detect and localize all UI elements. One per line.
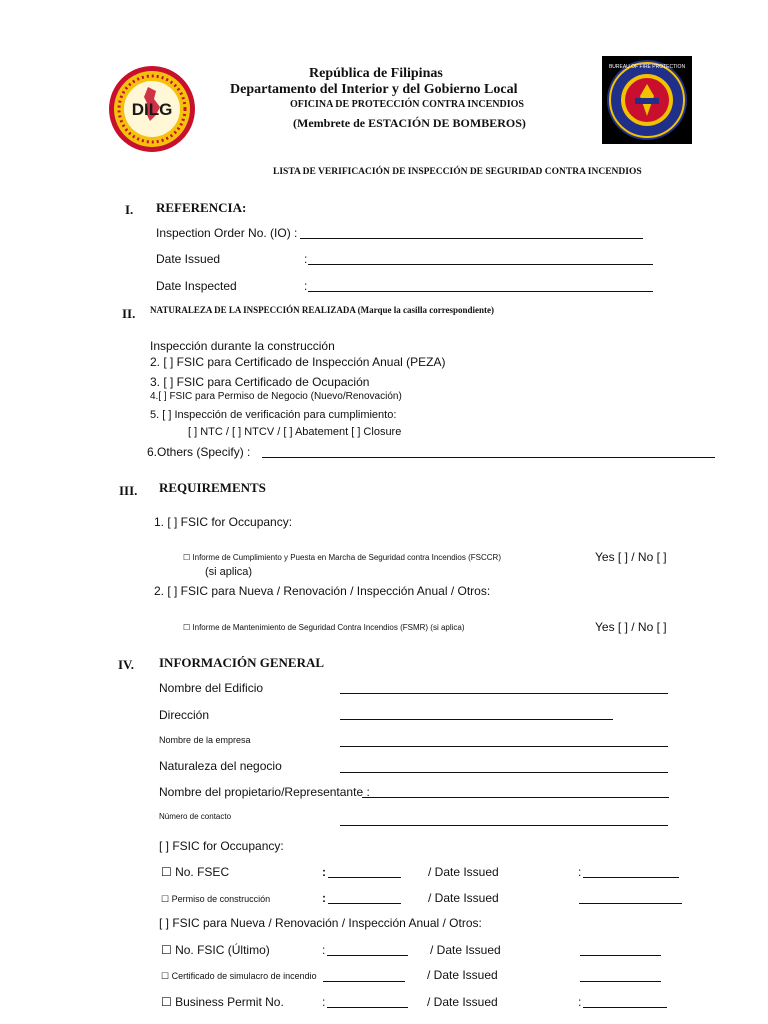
business-nature-label: Naturaleza del negocio	[159, 759, 282, 773]
inspection-type-item[interactable]: 4.[ ] FSIC para Permiso de Negocio (Nuevo/Renovación)	[150, 391, 402, 402]
fsic-new-option[interactable]: [ ] FSIC para Nueva / Renovación / Inspección Anual / Otros:	[159, 916, 482, 930]
date-issued-field[interactable]	[308, 264, 653, 265]
fsic-last-label[interactable]: ☐ No. FSIC (Último)	[161, 943, 270, 957]
fsccr-yes-no[interactable]: Yes [ ] / No [ ]	[595, 550, 667, 564]
building-name-field[interactable]	[340, 693, 668, 694]
company-field[interactable]	[340, 746, 668, 747]
io-number-label: Inspection Order No. (IO) :	[156, 226, 298, 240]
date-issued-colon: :	[304, 252, 308, 266]
building-permit-date-field[interactable]	[579, 903, 682, 904]
fire-drill-cert-label[interactable]: ☐ Certificado de simulacro de incendio	[161, 971, 317, 981]
requirement-item[interactable]: 2. [ ] FSIC para Nueva / Renovación / Inspección Anual / Otros:	[154, 584, 491, 598]
business-permit-label[interactable]: ☐ Business Permit No.	[161, 995, 284, 1009]
fsec-colon: :	[322, 865, 326, 879]
address-field[interactable]	[340, 719, 613, 720]
fsec-date-colon: :	[578, 865, 582, 879]
document-title: LISTA DE VERIFICACIÓN DE INSPECCIÓN DE SEGURIDAD CONTRA INCENDIOS	[273, 167, 642, 177]
business-permit-date-colon: :	[578, 995, 582, 1009]
requirement-item[interactable]: 1. [ ] FSIC for Occupancy:	[154, 515, 293, 529]
section1-title: REFERENCIA:	[156, 200, 247, 215]
fsccr-checkbox-label[interactable]: ☐ Informe de Cumplimiento y Puesta en Marcha de Seguridad contra Incendios (FSCCR)	[183, 553, 501, 562]
fsic-last-number-field[interactable]	[327, 955, 408, 956]
inspection-type-item[interactable]: 3. [ ] FSIC para Certificado de Ocupación	[150, 375, 370, 389]
fsec-date-field[interactable]	[583, 877, 679, 878]
section3-numeral: III.	[119, 483, 138, 498]
building-permit-date-issued-label: / Date Issued	[428, 891, 499, 905]
inspection-type-item[interactable]: Inspección durante la construcción	[150, 339, 335, 353]
contact-field[interactable]	[340, 825, 668, 826]
fsic-last-date-field[interactable]	[580, 955, 661, 956]
contact-label: Número de contacto	[159, 812, 232, 821]
dilg-seal	[108, 65, 196, 153]
header-office: OFICINA DE PROTECCIÓN CONTRA INCENDIOS	[290, 99, 524, 110]
business-permit-colon: :	[322, 995, 326, 1009]
fsccr-note: (si aplica)	[205, 566, 253, 578]
owner-label: Nombre del propietario/Representante :	[159, 785, 370, 799]
date-inspected-label: Date Inspected	[156, 279, 237, 293]
inspection-type-item[interactable]: 5. [ ] Inspección de verificación para cumplimiento:	[150, 409, 397, 421]
date-inspected-field[interactable]	[308, 291, 653, 292]
fsec-number-field[interactable]	[328, 877, 401, 878]
section4-numeral: IV.	[118, 657, 135, 672]
date-inspected-colon: :	[304, 279, 308, 293]
bfp-seal	[602, 56, 692, 144]
section1-numeral: I.	[125, 202, 134, 217]
header-country: República de Filipinas	[309, 66, 443, 81]
others-field[interactable]	[262, 457, 715, 458]
fsec-date-issued-label: / Date Issued	[428, 865, 499, 879]
fire-drill-date-field[interactable]	[580, 981, 661, 982]
address-label: Dirección	[159, 708, 210, 722]
date-issued-label: Date Issued	[156, 252, 221, 266]
fsic-occupancy-option[interactable]: [ ] FSIC for Occupancy:	[159, 839, 284, 853]
section2-numeral: II.	[122, 306, 136, 321]
fsic-last-date-issued-label: / Date Issued	[430, 943, 501, 957]
fire-drill-cert-number-field[interactable]	[323, 981, 405, 982]
others-label: 6.Others (Specify) :	[147, 445, 251, 459]
building-name-label: Nombre del Edificio	[159, 681, 264, 695]
dilg-seal-text: DILG	[131, 100, 173, 119]
building-permit-number-field[interactable]	[328, 903, 401, 904]
header-letterhead: (Membrete de ESTACIÓN DE BOMBEROS)	[293, 116, 526, 130]
building-permit-colon: :	[322, 891, 326, 905]
building-permit-label[interactable]: ☐ Permiso de construcción	[161, 894, 271, 904]
fsmr-yes-no[interactable]: Yes [ ] / No [ ]	[595, 620, 667, 634]
header-department: Departamento del Interior y del Gobierno Local	[230, 82, 518, 97]
io-number-field[interactable]	[300, 238, 643, 239]
fsmr-checkbox-label[interactable]: ☐ Informe de Mantenimiento de Seguridad Contra Incendios (FSMR) (si aplica)	[183, 623, 465, 632]
compliance-options[interactable]: [ ] NTC / [ ] NTCV / [ ] Abatement [ ] Closure	[188, 426, 402, 438]
section3-title: REQUIREMENTS	[159, 480, 266, 495]
business-permit-number-field[interactable]	[327, 1007, 408, 1008]
inspection-type-item[interactable]: 2. [ ] FSIC para Certificado de Inspección Anual (PEZA)	[150, 355, 446, 369]
section2-title: NATURALEZA DE LA INSPECCIÓN REALIZADA (Marque la casilla correspondiente)	[150, 305, 495, 315]
owner-field[interactable]	[362, 797, 669, 798]
fsec-label[interactable]: ☐ No. FSEC	[161, 865, 230, 879]
company-label: Nombre de la empresa	[159, 735, 251, 745]
business-nature-field[interactable]	[340, 772, 668, 773]
bfp-seal-text: BUREAU OF FIRE PROTECTION	[608, 64, 686, 70]
section4-title: INFORMACIÓN GENERAL	[159, 655, 325, 670]
business-permit-date-issued-label: / Date Issued	[427, 995, 498, 1009]
business-permit-date-field[interactable]	[583, 1007, 667, 1008]
fire-drill-date-issued-label: / Date Issued	[427, 968, 498, 982]
fsic-last-colon: :	[322, 943, 326, 957]
